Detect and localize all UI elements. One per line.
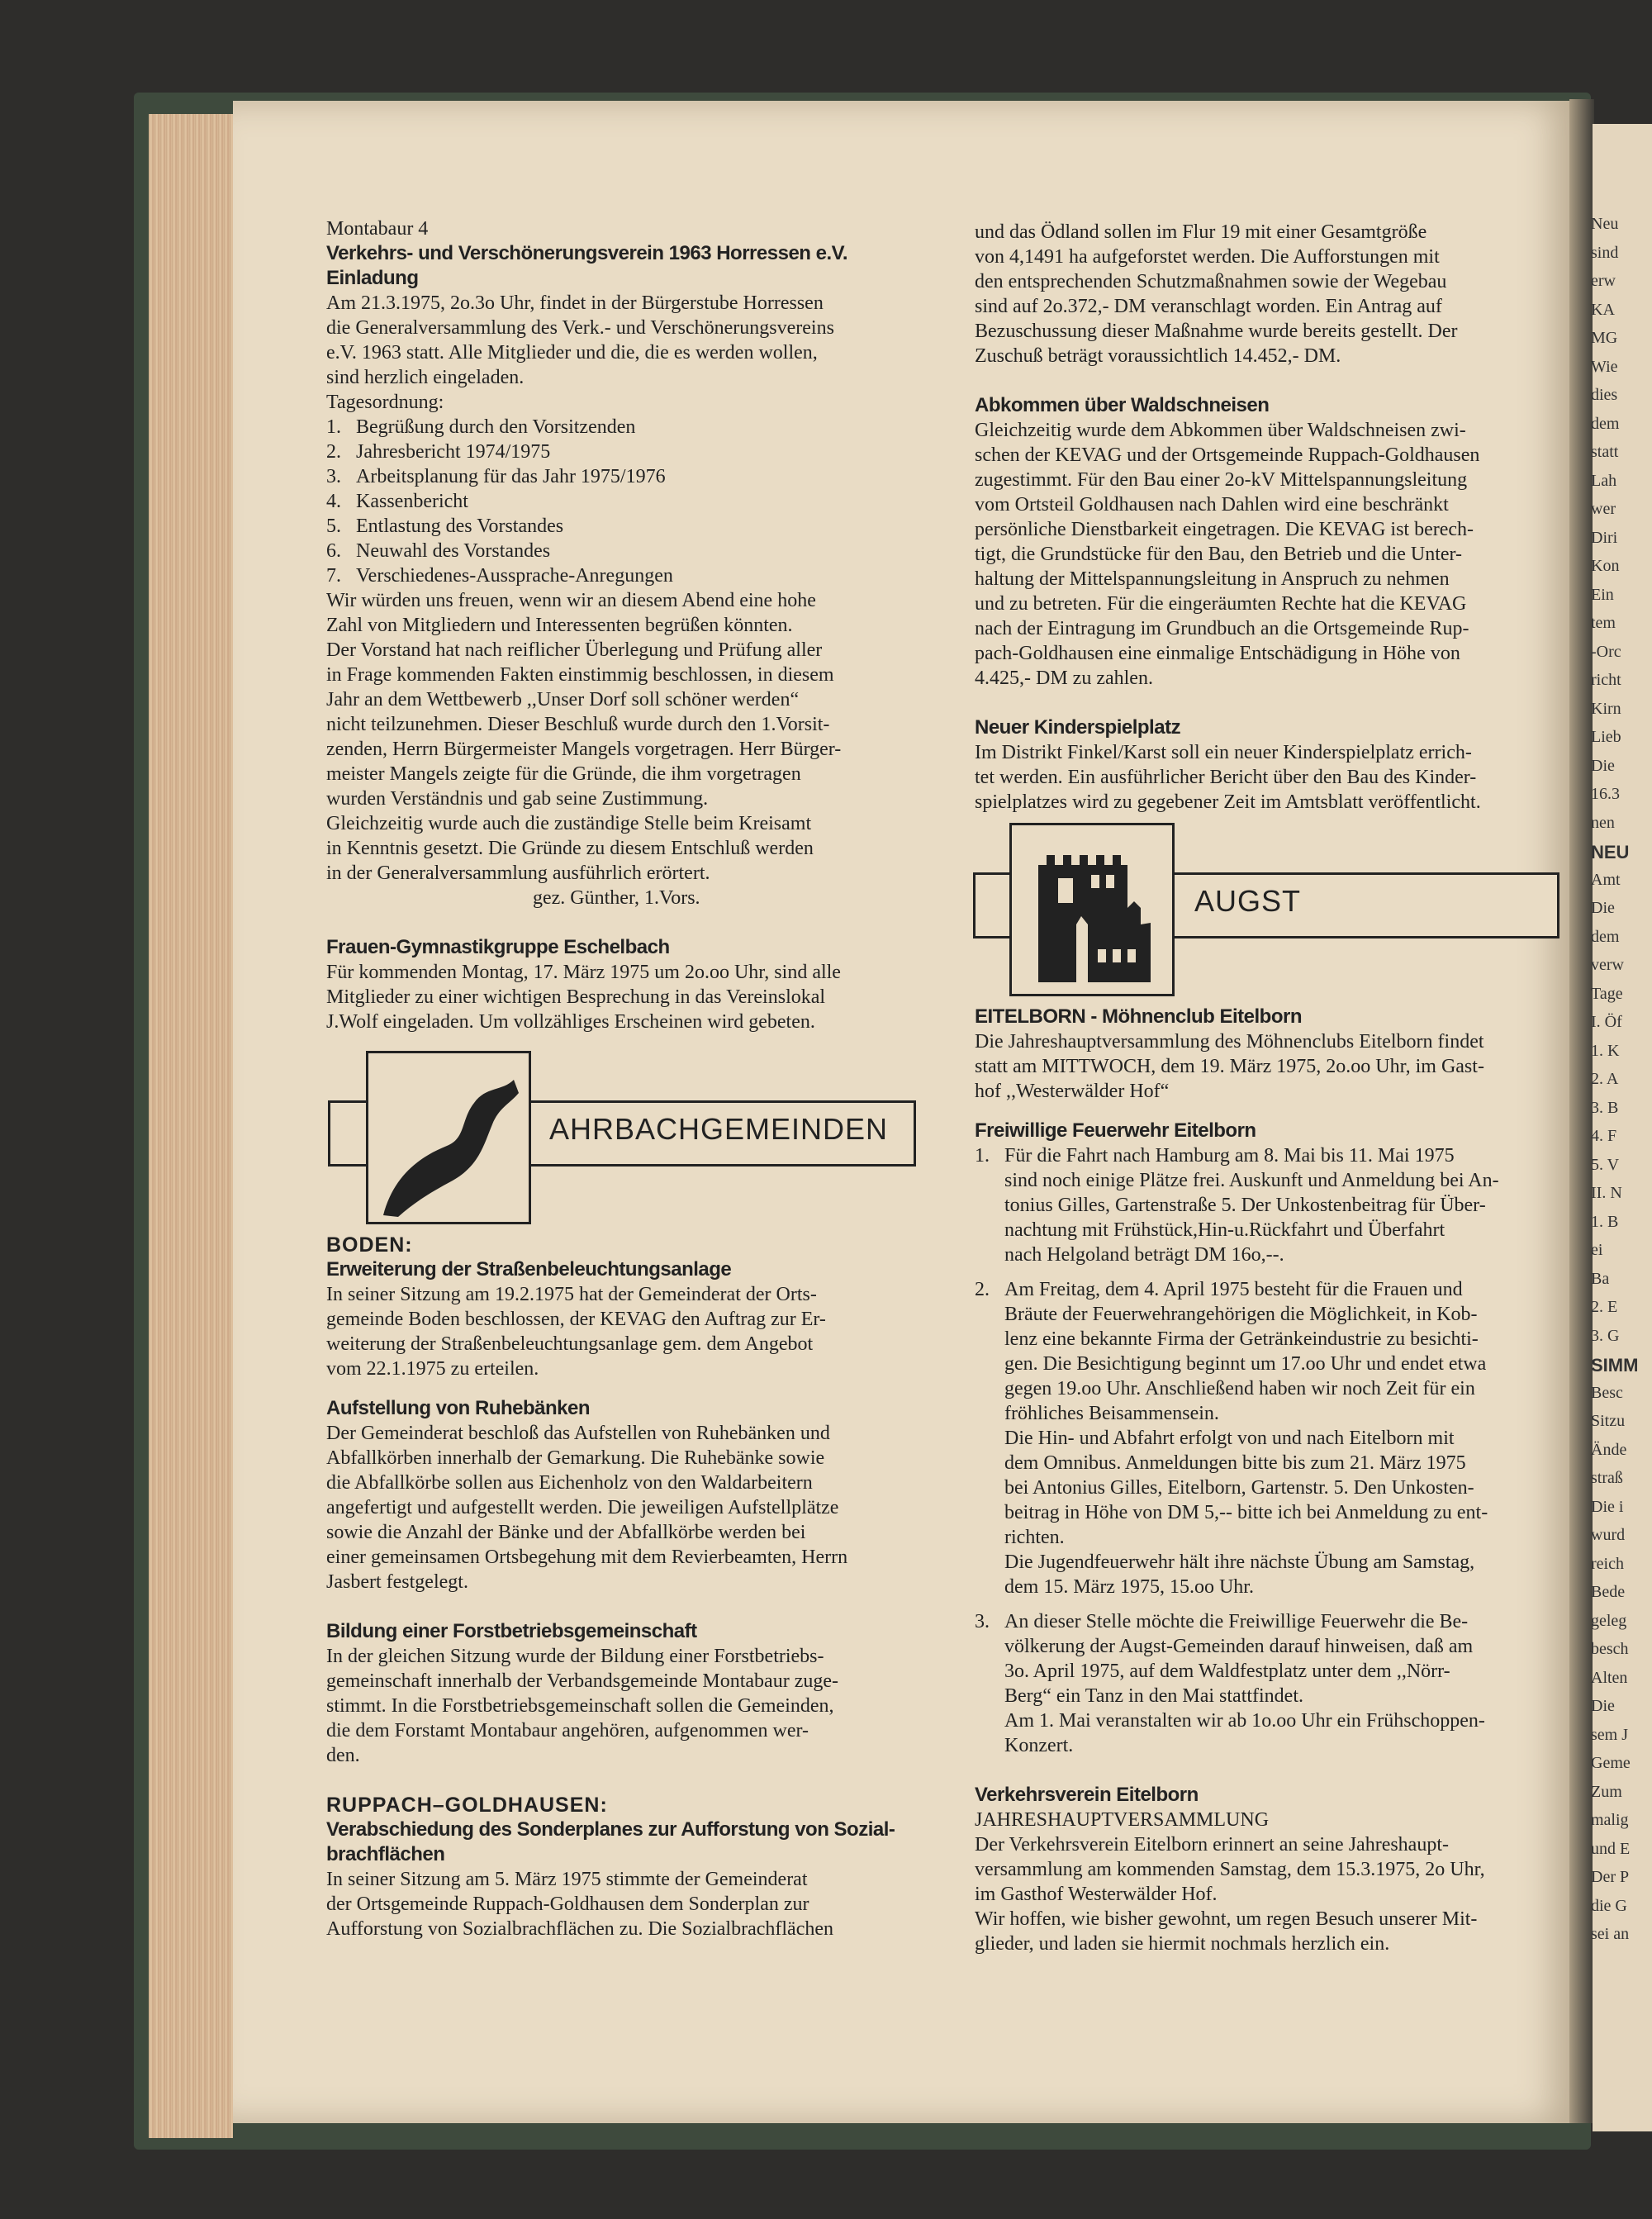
text-line: gemeinschaft innerhalb der Verbandsgemeinde Montabaur zuge- — [326, 1670, 838, 1692]
text-line: spielplatzes wird zu gegebener Zeit im Amtsblatt veröffentlicht. — [975, 791, 1481, 813]
next-page-fragment: erw — [1591, 272, 1616, 290]
agenda-item — [326, 514, 954, 539]
next-page-fragment: KA — [1591, 300, 1615, 319]
next-page-fragment: Die i — [1591, 1497, 1624, 1516]
text-line: dem 15. März 1975, 15.oo Uhr. — [1004, 1576, 1254, 1598]
ffw-text — [1004, 1277, 1569, 1599]
ffw-number: 3. — [975, 1611, 990, 1632]
ahrbach-logo-square — [366, 1051, 531, 1224]
agenda-item — [326, 440, 954, 464]
text-line: pach-Goldhausen eine einmalige Entschädigung in Höhe von — [975, 643, 1460, 664]
v1-title: Verkehrs- und Verschönerungsverein 1963 Horressen e.V. — [326, 242, 848, 264]
next-page-fragment: wer — [1591, 500, 1616, 518]
text-line: wurden Verständnis und gab seine Zustimmung. — [326, 788, 709, 810]
agenda-text: Verschiedenes-Aussprache-Anregungen — [356, 565, 673, 587]
next-page-fragment: dies — [1591, 386, 1618, 404]
next-page-fragment: Zum — [1591, 1782, 1622, 1801]
next-page-fragment: 1. B — [1591, 1212, 1619, 1231]
next-page-fragment: 3. B — [1591, 1098, 1619, 1117]
text-line: 4.425,- DM zu zahlen. — [975, 668, 1153, 689]
text-line: tigt, die Grundstücke für den Bau, den Betrieb und die Unter- — [975, 544, 1463, 565]
agenda-item — [326, 464, 954, 489]
text-line: angefertigt und aufgestellt werden. Die jeweiligen Aufstellplätze — [326, 1497, 839, 1518]
text-line: Für kommenden Montag, 17. März 1975 um 2o.oo Uhr, sind alle — [326, 962, 841, 983]
text-line: sind noch einige Plätze frei. Auskunft und Anmeldung bei An- — [1004, 1170, 1499, 1191]
abk-title: Abkommen über Waldschneisen — [975, 394, 1270, 416]
text-line: Aufforstung von Sozialbrachflächen zu. Die Sozialbrachflächen — [326, 1918, 833, 1940]
text-line: Konzert. — [1004, 1735, 1074, 1756]
v1-signature: gez. Günther, 1.Vors. — [533, 887, 700, 909]
page-stack-edge — [149, 114, 233, 2138]
text-line: Gleichzeitig wurde auch die zuständige Stelle beim Kreisamt — [326, 813, 812, 834]
text-line: In der gleichen Sitzung wurde der Bildung einer Forstbetriebs- — [326, 1646, 824, 1667]
rupp-body — [326, 1867, 954, 1941]
next-page-fragment: sei an — [1591, 1925, 1630, 1943]
ruhe-body — [326, 1421, 954, 1594]
text-line: brachflächen — [326, 1843, 445, 1865]
text-line: An dieser Stelle möchte die Freiwillige Feuerwehr die Be- — [1004, 1611, 1469, 1632]
text-line: Berg“ ein Tanz in den Mai stattfindet. — [1004, 1685, 1304, 1707]
agenda-item — [326, 563, 954, 588]
text-line: gen. Die Besichtigung beginnt um 17.oo Uhr und endet etwa — [1004, 1353, 1487, 1375]
text-line: Bezuschussung dieser Maßnahme wurde bereits gestellt. Der — [975, 321, 1458, 342]
castle-ruin-icon — [1012, 825, 1172, 994]
text-line: die Generalversammlung des Verk.- und Verschönerungsvereins — [326, 317, 834, 339]
next-page-fragment: 4. F — [1591, 1127, 1617, 1145]
text-line: nach der Eintragung im Grundbuch an die Ortsgemeinde Rup- — [975, 618, 1469, 639]
next-page-fragment: Diri — [1591, 528, 1618, 547]
next-page-fragment: straß — [1591, 1469, 1623, 1487]
text-line: Für die Fahrt nach Hamburg am 8. Mai bis 11. Mai 1975 — [1004, 1145, 1455, 1167]
text-line: in Frage kommenden Fakten einstimmig beschlossen, in diesem — [326, 664, 834, 686]
vv-title: Verkehrsverein Eitelborn — [975, 1784, 1199, 1806]
next-page-fragment: Ände — [1591, 1440, 1627, 1459]
next-page-fragment: und E — [1591, 1839, 1631, 1858]
text-line: bei Antonius Gilles, Eitelborn, Gartenstr. 5. Den Unkosten- — [1004, 1477, 1474, 1499]
agenda-number: 5. — [326, 516, 341, 537]
next-page-fragment: -Orc — [1591, 642, 1621, 661]
text-line: hof ,,Westerwälder Hof“ — [975, 1081, 1170, 1102]
text-line: nicht teilzunehmen. Dieser Beschluß wurde durch den 1.Vorsit- — [326, 714, 830, 735]
eitel-title: EITELBORN - Möhnenclub Eitelborn — [975, 1005, 1302, 1028]
ffw-title: Freiwillige Feuerwehr Eitelborn — [975, 1119, 1256, 1142]
text-line: der Ortsgemeinde Ruppach-Goldhausen dem Sonderplan zur — [326, 1894, 809, 1915]
text-line: Mitglieder zu einer wichtigen Besprechung in das Vereinslokal — [326, 986, 826, 1008]
text-line: Die Jahreshauptversammlung des Möhnenclubs Eitelborn findet — [975, 1031, 1484, 1052]
text-line: persönliche Dienstbarkeit eingetragen. Die KEVAG ist berech- — [975, 519, 1474, 540]
right-column — [975, 220, 1569, 1956]
augst-logo-label: AUGST — [1194, 884, 1302, 918]
agenda-text: Arbeitsplanung für das Jahr 1975/1976 — [356, 466, 666, 487]
text-line: Wir würden uns freuen, wenn wir an diesem Abend eine hohe — [326, 590, 816, 611]
text-line: glieder, und laden sie hiermit nochmals herzlich ein. — [975, 1933, 1390, 1955]
next-page-fragment: NEU — [1591, 842, 1630, 862]
text-line: gemeinde Boden beschlossen, der KEVAG den Auftrag zur Er- — [326, 1309, 826, 1330]
text-line: Die Hin- und Abfahrt erfolgt von und nach Eitelborn mit — [1004, 1428, 1455, 1449]
text-line: vom 22.1.1975 zu erteilen. — [326, 1358, 539, 1380]
next-page-fragment: SIMM — [1591, 1355, 1639, 1376]
text-line: e.V. 1963 statt. Alle Mitglieder und die, die es werden wollen, — [326, 342, 818, 363]
agenda-text: Begrüßung durch den Vorsitzenden — [356, 416, 636, 438]
text-line: fröhliches Beisammensein. — [1004, 1403, 1219, 1424]
next-page-fragment: statt — [1591, 443, 1619, 461]
agenda-text: Kassenbericht — [356, 491, 468, 512]
text-line: sind herzlich eingeladen. — [326, 367, 525, 388]
next-page-fragment: tem — [1591, 614, 1616, 632]
agenda-item — [326, 415, 954, 440]
text-line: gegen 19.oo Uhr. Anschließend haben wir noch Zeit für ein — [1004, 1378, 1475, 1399]
agenda-text: Jahresbericht 1974/1975 — [356, 441, 551, 463]
next-page-fragment: geleg — [1591, 1611, 1627, 1630]
next-page-fragment: sind — [1591, 243, 1619, 262]
text-line: weiterung der Straßenbeleuchtungsanlage gem. dem Angebot — [326, 1333, 814, 1355]
agenda-number: 6. — [326, 540, 341, 562]
agenda-number: 7. — [326, 565, 341, 587]
text-line: Gleichzeitig wurde dem Abkommen über Waldschneisen zwi- — [975, 420, 1466, 441]
text-line: sowie die Anzahl der Bänke und der Abfallkörbe werden bei — [326, 1522, 806, 1543]
text-line: J.Wolf eingeladen. Um vollzähliges Erscheinen wird gebeten. — [326, 1011, 815, 1033]
next-page-fragment: II. N — [1591, 1184, 1622, 1202]
next-page-fragment: 5. V — [1591, 1155, 1620, 1174]
text-line: 3o. April 1975, auf dem Waldfestplatz unter dem ,,Nörr- — [1004, 1661, 1450, 1682]
text-line: nachtung mit Frühstück,Hin-u.Rückfahrt und Überfahrt — [1004, 1219, 1446, 1241]
ffw-number: 1. — [975, 1145, 990, 1167]
next-page-fragment: Amt — [1591, 870, 1621, 889]
text-line: Wir hoffen, wie bisher gewohnt, um regen Besuch unserer Mit- — [975, 1908, 1478, 1930]
text-line: In seiner Sitzung am 19.2.1975 hat der Gemeinderat der Orts- — [326, 1284, 817, 1305]
ffw-text — [1004, 1143, 1569, 1267]
next-page-strip — [1593, 124, 1652, 2131]
text-line: schen der KEVAG und der Ortsgemeinde Ruppach-Goldhausen — [975, 444, 1480, 466]
next-page-fragment: Alten — [1591, 1668, 1628, 1687]
text-line: Bräute der Feuerwehrangehörigen die Möglichkeit, in Kob- — [1004, 1304, 1478, 1325]
text-line: lenz eine bekannte Firma der Getränkeindustrie zu besichti- — [1004, 1328, 1479, 1350]
v1-intro — [326, 291, 954, 415]
text-line: und das Ödland sollen im Flur 19 mit einer Gesamtgröße — [975, 221, 1427, 243]
text-line: sind auf 2o.372,- DM veranschlagt worden. Ein Antrag auf — [975, 296, 1442, 317]
text-line: Der Verkehrsverein Eitelborn erinnert an seine Jahreshaupt- — [975, 1834, 1449, 1856]
text-line: dem Omnibus. Anmeldungen bitte bis zum 21. März 1975 — [1004, 1452, 1466, 1474]
agenda-item — [326, 539, 954, 563]
forst-body — [326, 1644, 954, 1768]
text-line: völkerung der Augst-Gemeinden darauf hinweisen, daß am — [1004, 1636, 1474, 1657]
augst-logo-square — [1009, 823, 1175, 996]
text-line: zenden, Herrn Bürgermeister Mangels vorgetragen. Herr Bürger- — [326, 739, 842, 760]
next-page-fragment: wurd — [1591, 1526, 1626, 1544]
next-page-fragment: MG — [1591, 329, 1618, 347]
cont-body — [975, 220, 1569, 368]
agenda-number: 2. — [326, 441, 341, 463]
text-line: nach Helgoland beträgt DM 16o,--. — [1004, 1244, 1284, 1266]
left-column — [326, 216, 954, 1941]
next-page-fragment: 1. K — [1591, 1041, 1620, 1060]
text-line: tonius Gilles, Gartenstraße 5. Der Unkostenbeitrag für Über- — [1004, 1195, 1486, 1216]
frauen-title: Frauen-Gymnastikgruppe Eschelbach — [326, 936, 670, 958]
text-line: in der Generalversammlung ausführlich erörtert. — [326, 862, 710, 884]
agenda-item — [326, 489, 954, 514]
boden-body — [326, 1282, 954, 1381]
text-line: statt am MITTWOCH, dem 19. März 1975, 2o.oo Uhr, im Gast- — [975, 1056, 1484, 1077]
next-page-fragment: verw — [1591, 956, 1624, 974]
agenda-list — [326, 415, 954, 588]
next-page-fragment: sem J — [1591, 1725, 1628, 1744]
text-line: vom Ortsteil Goldhausen nach Dahlen wird eine beschränkt — [975, 494, 1449, 516]
next-page-fragment: die G — [1591, 1896, 1627, 1915]
creek-emblem-icon — [368, 1053, 529, 1222]
next-page-fragment: dem — [1591, 927, 1620, 946]
boden-subtitle: Erweiterung der Straßenbeleuchtungsanlage — [326, 1258, 732, 1281]
next-page-fragment: 16.3 — [1591, 785, 1620, 803]
agenda-text: Neuwahl des Vorstandes — [356, 540, 551, 562]
text-line: richten. — [1004, 1527, 1065, 1548]
next-page-fragment: Ba — [1591, 1269, 1610, 1288]
next-page-fragment: nen — [1591, 813, 1615, 832]
text-line: zugestimmt. Für den Bau einer 2o-kV Mittelspannungsleitung — [975, 469, 1468, 491]
next-page-fragment: 2. E — [1591, 1298, 1618, 1316]
kinder-title: Neuer Kinderspielplatz — [975, 716, 1181, 739]
next-page-fragment: Ein — [1591, 585, 1614, 604]
next-page-fragment: besch — [1591, 1640, 1629, 1658]
kicker: Montabaur 4 — [326, 218, 429, 240]
kinder-body — [975, 740, 1569, 815]
text-line: im Gasthof Westerwälder Hof. — [975, 1884, 1218, 1905]
text-line: Im Distrikt Finkel/Karst soll ein neuer Kinderspielplatz errich- — [975, 742, 1472, 763]
next-page-fragment: Besc — [1591, 1383, 1623, 1402]
text-line: Zahl von Mitgliedern und Interessenten begrüßen könnten. — [326, 615, 793, 636]
augst-logo — [973, 823, 1569, 1005]
abk-body — [975, 418, 1569, 691]
next-page-fragment: Geme — [1591, 1754, 1631, 1772]
ahrbach-logo-label: AHRBACHGEMEINDEN — [549, 1112, 889, 1146]
text-line: Abfallkörben innerhalb der Gemarkung. Die Ruhebänke sowie — [326, 1447, 825, 1469]
text-line: Verabschiedung des Sonderplanes zur Aufforstung von Sozial- — [326, 1818, 895, 1841]
text-line: Die Jugendfeuerwehr hält ihre nächste Übung am Samstag, — [1004, 1551, 1475, 1573]
text-line: Am 1. Mai veranstalten wir ab 1o.oo Uhr ein Frühschoppen- — [1004, 1710, 1485, 1732]
next-page-fragment: malig — [1591, 1811, 1629, 1829]
forst-title: Bildung einer Forstbetriebsgemeinschaft — [326, 1620, 697, 1642]
next-page-fragment: Kon — [1591, 557, 1620, 575]
text-line: den entsprechenden Schutzmaßnahmen sowie der Wegebau — [975, 271, 1447, 292]
agenda-number: 1. — [326, 416, 341, 438]
next-page-fragment: 2. A — [1591, 1070, 1619, 1088]
next-page-fragment: Der P — [1591, 1868, 1630, 1886]
text-line: tet werden. Ein ausführlicher Bericht über den Bau des Kinder- — [975, 767, 1477, 788]
ffw-text — [1004, 1609, 1569, 1758]
ahrbach-logo — [328, 1051, 954, 1233]
text-line: Tagesordnung: — [326, 392, 444, 413]
text-line: von 4,1491 ha aufgeforstet werden. Die Aufforstungen mit — [975, 246, 1440, 268]
ffw-item — [975, 1609, 1569, 1758]
next-page-fragment: Die — [1591, 1697, 1615, 1715]
text-line: die dem Forstamt Montabaur angehören, aufgenommen wer- — [326, 1720, 809, 1741]
vv-body — [975, 1832, 1569, 1956]
next-page-fragment: Bede — [1591, 1583, 1626, 1601]
agenda-text: Entlastung des Vorstandes — [356, 516, 564, 537]
eitel-body — [975, 1029, 1569, 1104]
next-page-fragment: reich — [1591, 1554, 1624, 1573]
next-page-fragment: ei — [1591, 1241, 1603, 1259]
next-page-fragment: Die — [1591, 756, 1615, 775]
next-page-fragment: richt — [1591, 671, 1621, 689]
next-page-fragment: Lieb — [1591, 728, 1621, 746]
next-page-fragment: Sitzu — [1591, 1412, 1626, 1430]
next-page-fragment: I. Öf — [1591, 1013, 1622, 1031]
ruhe-title: Aufstellung von Ruhebänken — [326, 1397, 591, 1419]
text-line: die Abfallkörbe sollen aus Eichenholz von den Waldarbeitern — [326, 1472, 813, 1494]
v1-body — [326, 588, 954, 886]
next-page-fragment: Wie — [1591, 357, 1618, 376]
text-line: In seiner Sitzung am 5. März 1975 stimmte der Gemeinderat — [326, 1869, 808, 1890]
text-line: und zu betreten. Für die eingeräumten Rechte hat die KEVAG — [975, 593, 1467, 615]
next-page-fragment: Die — [1591, 899, 1615, 917]
text-line: einer gemeinsamen Ortsbegehung mit dem Revierbeamten, Herrn — [326, 1547, 848, 1568]
frauen-body — [326, 960, 954, 1034]
ffw-item — [975, 1143, 1569, 1267]
text-line: in Kenntnis gesetzt. Die Gründe zu diesem Entschluß werden — [326, 838, 814, 859]
rupp-subtitle — [326, 1817, 954, 1867]
rupp-title: RUPPACH–GOLDHAUSEN: — [326, 1794, 608, 1817]
ffw-number: 2. — [975, 1279, 990, 1300]
vv-subtitle: JAHRESHAUPTVERSAMMLUNG — [975, 1809, 1270, 1831]
text-line: Der Gemeinderat beschloß das Aufstellen von Ruhebänken und — [326, 1423, 830, 1444]
next-page-fragment: Neu — [1591, 215, 1619, 233]
text-line: haltung der Mittelspannungsleitung in Anspruch zu nehmen — [975, 568, 1450, 590]
text-line: Jahr an dem Wettbewerb ,,Unser Dorf soll schöner werden“ — [326, 689, 800, 710]
text-line: Jasbert festgelegt. — [326, 1571, 468, 1593]
next-page-fragment: Kirn — [1591, 699, 1621, 718]
next-page-fragment: 3. G — [1591, 1326, 1620, 1345]
next-page-fragment: Lah — [1591, 471, 1617, 490]
text-line: Am 21.3.1975, 2o.3o Uhr, findet in der Bürgerstube Horressen — [326, 292, 824, 314]
text-line: meister Mangels zeigte für die Gründe, die ihm vorgetragen — [326, 763, 801, 785]
boden-title: BODEN: — [326, 1233, 413, 1257]
next-page-fragment: Tage — [1591, 984, 1623, 1003]
text-line: Zuschuß beträgt voraussichtlich 14.452,- DM. — [975, 345, 1341, 367]
text-line: stimmt. In die Forstbetriebsgemeinschaft sollen die Gemeinden, — [326, 1695, 834, 1717]
ffw-item — [975, 1277, 1569, 1599]
text-line: Am Freitag, dem 4. April 1975 besteht für die Frauen und — [1004, 1279, 1463, 1300]
ffw-list — [975, 1143, 1569, 1758]
text-line: Der Vorstand hat nach reiflicher Überlegung und Prüfung aller — [326, 639, 823, 661]
text-line: versammlung am kommenden Samstag, dem 15.3.1975, 2o Uhr, — [975, 1859, 1485, 1880]
v1-subtitle: Einladung — [326, 267, 419, 289]
agenda-number: 4. — [326, 491, 341, 512]
text-line: den. — [326, 1745, 360, 1766]
agenda-number: 3. — [326, 466, 341, 487]
text-line: beitrag in Höhe von DM 5,-- bitte ich bei Anmeldung zu ent- — [1004, 1502, 1488, 1523]
next-page-fragment: dem — [1591, 414, 1620, 433]
